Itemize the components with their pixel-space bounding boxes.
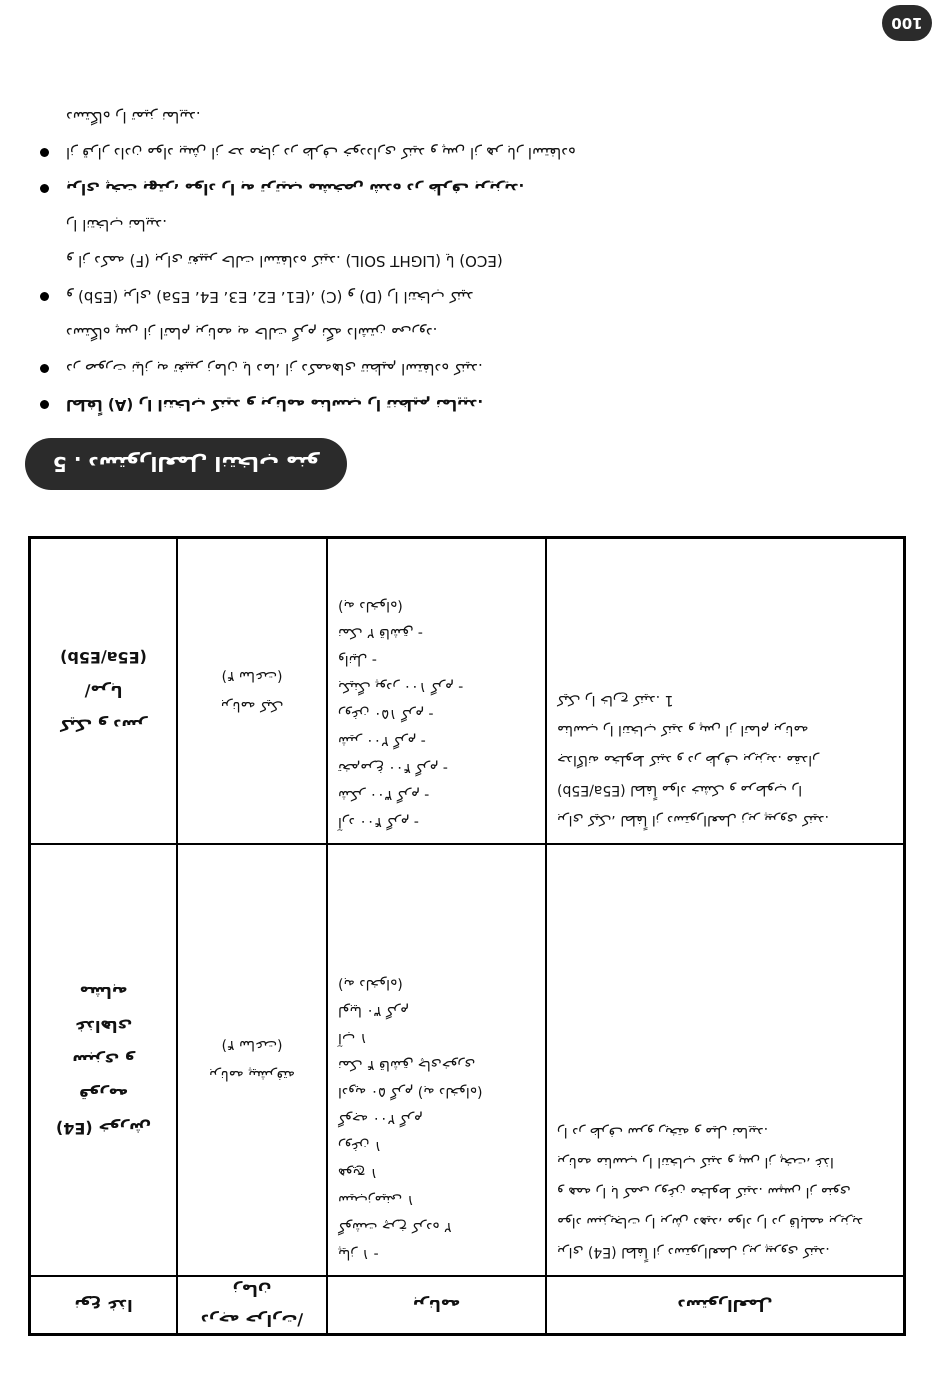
row2-food: کیک و دسر /مربا (E5a/E5b) xyxy=(59,648,148,735)
bullet-dot xyxy=(40,400,49,409)
header-instruction: دستورالعمل xyxy=(545,1275,903,1333)
ingredient-item: بکینگ پودر ۱۰۰ گرم - xyxy=(338,679,464,695)
section-title: دستورالعمل انتخاب منو xyxy=(88,452,320,476)
ingredient-list xyxy=(338,592,535,835)
ingredient-item: شیر ۲۰۰ گرم - xyxy=(338,733,426,749)
ingredient-item: سیب‌زمینی ۱ xyxy=(338,1192,415,1208)
bullet-item xyxy=(32,171,902,207)
recipe-table xyxy=(28,536,906,1336)
row1-instruction: برای (E4) لطفاً از دستورالعمل زیر پیروی کنید. مواد سبزیجات را برش دهید، مواد را در قابلمه بریزید و همه را با کمی روغن مخلوط کنید. سپس از منوی برنامه مناسب را انتخاب کنید و پس از پخت، غذا را در ظرف سرو ریخته و میل نمایید. xyxy=(545,843,903,1275)
row2-ingredients xyxy=(326,539,545,843)
ingredient-item: پیاز ۱ - xyxy=(338,1246,379,1262)
ingredient-item: لوبیا ۳۰ گرم xyxy=(338,1003,409,1019)
bullet-dot xyxy=(40,292,49,301)
bullet-text: برای پخت بهتر، مواد را به ترتیب مشخص شده در ظرف بریزید. xyxy=(66,180,525,198)
ingredient-item: نمک ۲ قاشق - xyxy=(338,625,423,641)
bullet-item xyxy=(32,387,902,423)
page-number: 100 xyxy=(882,5,932,41)
bullet-dot xyxy=(40,364,49,373)
ingredient-item: گوشت چرخ کرده ۲ xyxy=(338,1219,452,1235)
ingredient-item: آب ۱ xyxy=(338,1030,368,1046)
bullet-dot xyxy=(40,184,49,193)
header-program: برنامه xyxy=(326,1275,545,1333)
header-food-type: نوع غذا xyxy=(31,1275,176,1333)
section-number: 5 xyxy=(52,452,67,476)
ingredient-item: روغن ۱۵۰ گرم - xyxy=(338,706,434,722)
bullet-text: در صورت نیاز به تغییر زمان یا دما، از دکمه‌های تنظیم استفاده کنید. دستگاه پس از اتمام برنامه به حالت گرم نگه داشتن می‌رود. xyxy=(66,324,483,378)
header-temperature-time: درجه حرارت/زمان xyxy=(176,1275,326,1333)
bullet-text: از قرار دادن مواد بیش از حد مجاز در ظرف خودداری کنید و پس از هر بار استفاده دستگاه را تمیز نمایید. xyxy=(66,108,576,162)
ingredient-item: (به دلخواه) xyxy=(338,598,403,614)
ingredient-item: شکر ۳۰۰ گرم - xyxy=(338,787,430,803)
row2-instruction: برای کیک، لطفاً از دستورالعمل زیر پیروی کنید. (E5a/E5b) لطفاً مواد خشک و مرطوب را جداگانه مخلوط کنید و در ظرف بریزید. مقدار مناسب را انتخاب کنید و پس از اتمام برنامه کیک را خارج کنید. 1 xyxy=(545,539,903,843)
ingredient-item: تخم‌مرغ ۴۰۰ گرم - xyxy=(338,760,448,776)
bullet-item xyxy=(32,207,902,315)
ingredient-item: گوجه ۲۰۰ گرم xyxy=(338,1111,423,1127)
ingredient-item: ادویه ۵۰ گرم (به دلخواه) xyxy=(338,1084,483,1100)
bullet-item xyxy=(32,315,902,387)
ingredient-list xyxy=(338,970,535,1267)
row1-program: برنامه پیشرفته (۴ ساعت) xyxy=(176,843,326,1275)
ingredient-item: هویج ۱ xyxy=(338,1165,378,1181)
bullet-item xyxy=(32,99,902,171)
row2-program: برنامه کیک (۴ ساعت) xyxy=(176,539,326,843)
row1-ingredients xyxy=(326,843,545,1275)
bullet-text: و (E5b) برای (E1، E2، E3، E4، E5a)، (C) و (D) را انتخاب کنید و از دکمه (F) برای تغییر حالت استفاده کنید. (LIGHT SOIL) یا (ECO) را انتخاب نمایید. xyxy=(66,216,503,306)
ingredient-item: نمک ۴ قاشق چای‌خوری xyxy=(338,1057,476,1073)
ingredient-item: (به دلخواه) xyxy=(338,976,403,992)
ingredient-item: آرد ۴۰۰ گرم - xyxy=(338,814,419,830)
ingredient-item: روغن ۱ xyxy=(338,1138,382,1154)
bullet-text: لطفاً (A) را انتخاب کنید و برنامه مناسب را تنظیم نمایید. xyxy=(66,396,484,414)
row1-food: (E4) خورش قورمه سبزی و غذاهای مشابه xyxy=(31,843,176,1275)
section-heading: 5 . دستورالعمل انتخاب منو xyxy=(25,438,347,490)
bullet-dot xyxy=(40,148,49,157)
instruction-bullets xyxy=(32,99,902,423)
ingredient-item: وانیل - xyxy=(338,652,377,668)
